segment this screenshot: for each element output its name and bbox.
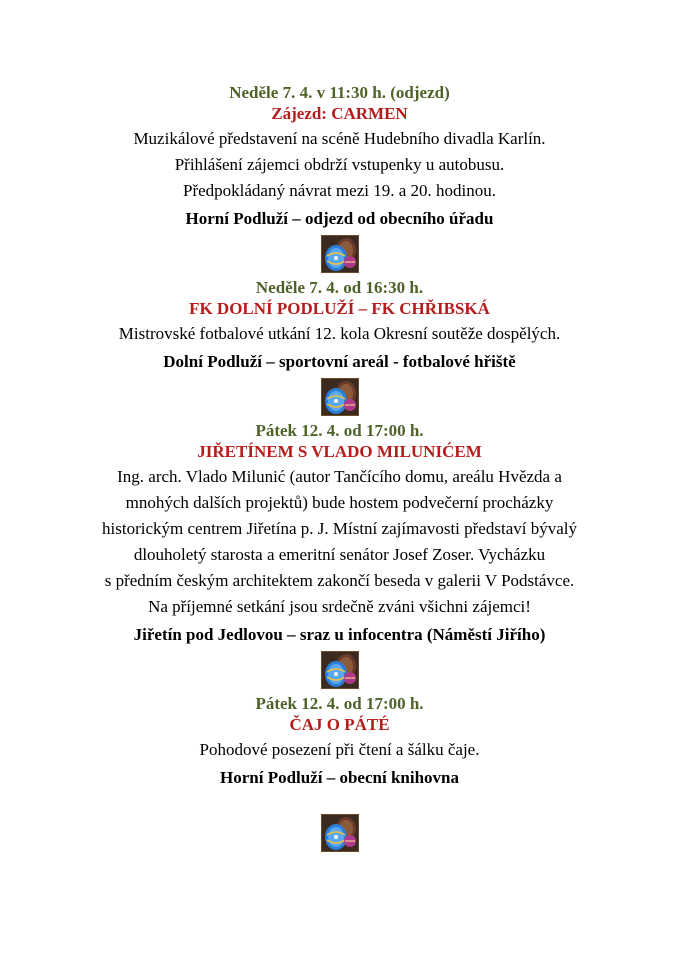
event-list xyxy=(0,78,679,856)
description-line: mnohých dalších projektů) bude hostem podvečerní procházky xyxy=(125,493,554,512)
event-title: Zájezd: CARMEN xyxy=(271,104,408,123)
description-line: Předpokládaný návrat mezi 19. a 20. hodinou. xyxy=(182,181,496,200)
spacer xyxy=(0,791,679,811)
divider xyxy=(0,651,679,689)
event-title: FK DOLNÍ PODLUŽÍ – FK CHŘIBSKÁ xyxy=(189,299,490,318)
description-line: Mistrovské fotbalové utkání 12. kola Okresní soutěže dospělých. xyxy=(118,324,561,343)
divider xyxy=(0,235,679,273)
event-date: Neděle 7. 4. v 11:30 h. (odjezd) xyxy=(229,83,450,102)
event-date: Pátek 12. 4. od 17:00 h. xyxy=(255,694,424,713)
event-description xyxy=(0,737,679,763)
easter-eggs-icon xyxy=(321,235,359,273)
easter-eggs-icon xyxy=(321,378,359,416)
event-date: Neděle 7. 4. od 16:30 h. xyxy=(255,278,424,297)
event-date: Pátek 12. 4. od 17:00 h. xyxy=(255,421,424,440)
divider xyxy=(0,814,679,852)
event-location: Dolní Podluží – sportovní areál - fotbalové hřiště xyxy=(163,352,516,371)
event-milunic-walk xyxy=(0,420,679,648)
description-line: Ing. arch. Vlado Milunić (autor Tančícího domu, areálu Hvězda a xyxy=(117,467,562,486)
event-tea xyxy=(0,693,679,791)
event-description xyxy=(0,464,679,620)
event-carmen xyxy=(0,82,679,232)
description-line: Pohodové posezení při čtení a šálku čaje. xyxy=(199,740,480,759)
description-line: s předním českým architektem zakončí beseda v galerii V Podstávce. xyxy=(104,571,575,590)
easter-eggs-icon xyxy=(321,651,359,689)
event-title: ČAJ O PÁTÉ xyxy=(289,715,390,734)
description-line: Přihlášení zájemci obdrží vstupenky u autobusu. xyxy=(174,155,505,174)
event-title: JIŘETÍNEM S VLADO MILUNIĆEM xyxy=(197,442,482,461)
easter-eggs-icon xyxy=(321,814,359,852)
event-football xyxy=(0,277,679,375)
description-line: historickým centrem Jiřetína p. J. Místní zajímavosti představí bývalý xyxy=(102,519,577,538)
event-description xyxy=(0,126,679,204)
description-line: Na příjemné setkání jsou srdečně zváni všichni zájemci! xyxy=(148,597,531,616)
description-line: dlouholetý starosta a emeritní senátor Josef Zoser. Vycházku xyxy=(133,545,546,564)
event-location: Horní Podluží – obecní knihovna xyxy=(220,768,459,787)
description-line: Muzikálové představení na scéně Hudebního divadla Karlín. xyxy=(133,129,546,148)
event-description xyxy=(0,321,679,347)
event-location: Jiřetín pod Jedlovou – sraz u infocentra (Náměstí Jiřího) xyxy=(133,625,546,644)
event-location: Horní Podluží – odjezd od obecního úřadu xyxy=(185,209,494,228)
divider xyxy=(0,378,679,416)
